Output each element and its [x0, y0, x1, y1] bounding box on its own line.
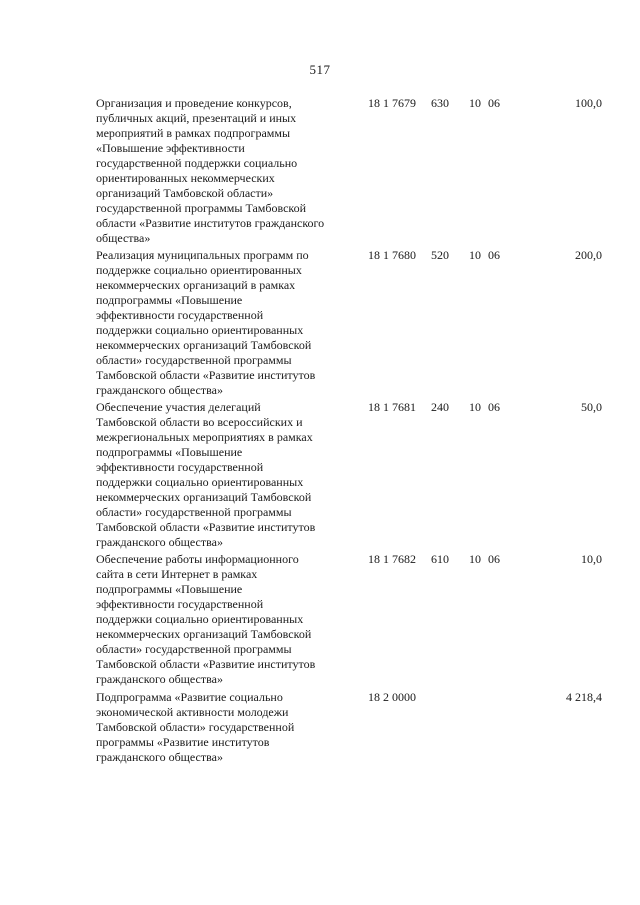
row-section: 10 06: [469, 552, 500, 566]
row-code: 18 1 7682: [368, 552, 416, 566]
row-amount: 100,0: [575, 96, 602, 110]
row-expense-type: 520: [431, 248, 449, 262]
row-code: 18 1 7681: [368, 400, 416, 414]
row-description: Подпрограмма «Развитие социально экономической активности молодежи Тамбовской области» государственной программы «Развитие институтов гражданского общества»: [96, 690, 295, 764]
row-expense-type: 610: [431, 552, 449, 566]
row-amount: 10,0: [581, 552, 602, 566]
row-description: Обеспечение работы информационного сайта в сети Интернет в рамках подпрограммы «Повышение эффективности государственной поддержки социально ориентированных некоммерческих организаций Тамбовской области» государственной программы Тамбовской области «Развитие институтов гражданского общества»: [96, 552, 316, 686]
row-section: 10 06: [469, 96, 500, 110]
row-amount: 200,0: [575, 248, 602, 262]
row-description: Реализация муниципальных программ по поддержке социально ориентированных некоммерческих организаций в рамках подпрограммы «Повышение эффективности государственной поддержки социально ориентированных некоммерческих организаций Тамбовской области» государственной программы Тамбовской области «Развитие институтов гражданского общества»: [96, 248, 316, 397]
row-code: 18 1 7680: [368, 248, 416, 262]
page-number: 517: [309, 62, 331, 77]
row-code: 18 1 7679: [368, 96, 416, 110]
row-expense-type: 240: [431, 400, 449, 414]
row-amount: 4 218,4: [566, 690, 602, 704]
row-amount: 50,0: [581, 400, 602, 414]
row-description: Организация и проведение конкурсов, публичных акций, презентаций и иных мероприятий в рамках подпрограммы «Повышение эффективности государственной поддержки социально ориентированных некоммерческих организаций Тамбовской области» государственной программы Тамбовской области «Развитие институтов гражданского общества»: [96, 96, 325, 245]
row-section: 10 06: [469, 400, 500, 414]
row-section: 10 06: [469, 248, 500, 262]
row-code: 18 2 0000: [368, 690, 416, 704]
row-description: Обеспечение участия делегаций Тамбовской области во всероссийских и межрегиональных мероприятиях в рамках подпрограммы «Повышение эффективности государственной поддержки социально ориентированных некоммерческих организаций Тамбовской области» государственной программы Тамбовской области «Развитие институтов гражданского общества»: [96, 400, 316, 549]
row-expense-type: 630: [431, 96, 449, 110]
